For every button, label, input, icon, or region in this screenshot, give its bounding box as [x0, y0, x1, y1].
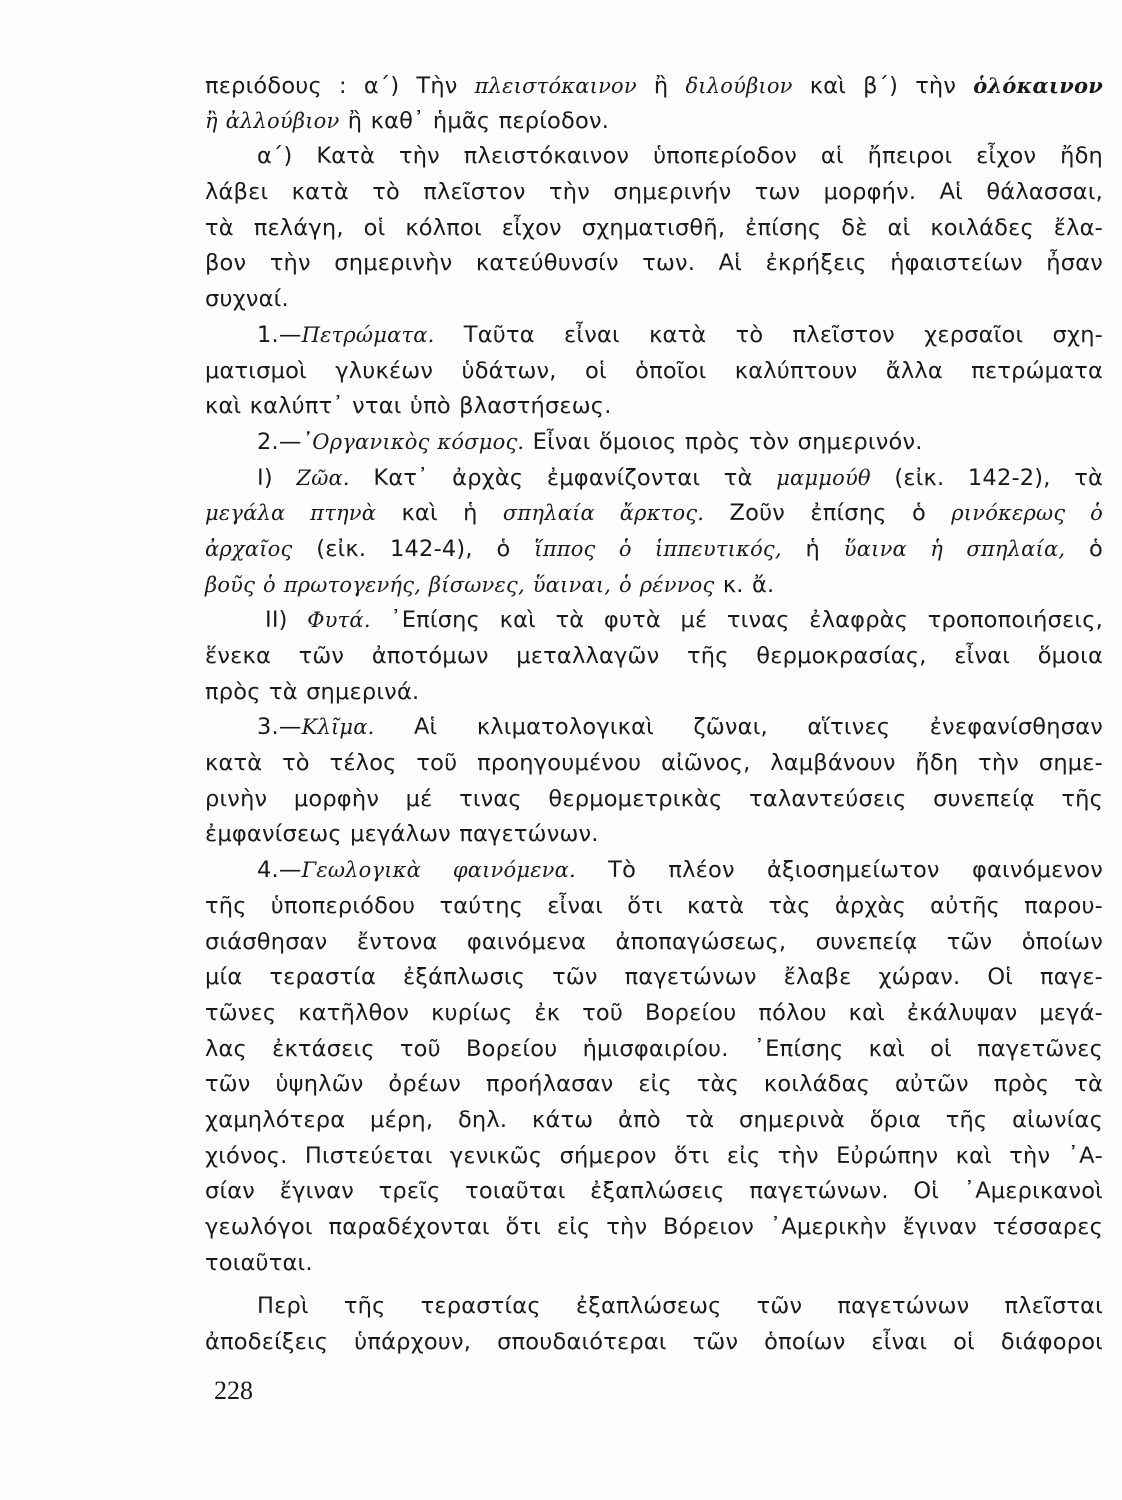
- text-line: [205, 139, 1103, 175]
- text-segment: χιόνος. Πιστεύεται γενικῶς σήμερον ὅτι εἰς τὴν Εὐρώπην καὶ τὴν ᾿Α-: [205, 1142, 1103, 1169]
- text-line: [205, 1325, 1103, 1361]
- text-segment: ρινὴν μορφὴν μέ τινας θερμομετρικὰς ταλαντεύσεις συνεπείᾳ τῆς: [205, 785, 1103, 812]
- text-line: [205, 175, 1103, 211]
- text-line: [205, 68, 1103, 104]
- italic-term: Ζῶα.: [296, 465, 350, 490]
- text-line: [205, 853, 1103, 889]
- text-segment: σιάσθησαν ἔντονα φαινόμενα ἀποπαγώσεως, συνεπείᾳ τῶν ὁποίων: [205, 928, 1103, 955]
- text-line: [205, 211, 1103, 247]
- text-segment: ἀποδείξεις ὑπάρχουν, σπουδαιότεραι τῶν ὁποίων εἶναι οἱ διάφοροι: [205, 1329, 1103, 1356]
- text-segment: τῆς ὑποπεριόδου ταύτης εἶναι ὅτι κατὰ τὰς ἀρχὰς αὐτῆς παρου-: [205, 892, 1103, 919]
- text-segment: Εἶναι ὅμοιος πρὸς τὸν σημερινόν.: [524, 428, 923, 455]
- text-segment: τὰ πελάγη, οἱ κόλποι εἶχον σχηματισθῆ, ἐπίσης δὲ αἱ κοιλάδες ἔλα-: [205, 214, 1103, 241]
- text-segment: ἐμφανίσεως μεγάλων παγετώνων.: [205, 821, 599, 848]
- italic-term: ἵππος ὁ ἱππευτικός,: [534, 536, 782, 561]
- text-segment: Περὶ τῆς τεραστίας ἐξαπλώσεως τῶν παγετώνων πλεῖσται: [257, 1293, 1103, 1320]
- text-line: [205, 425, 1103, 461]
- text-segment: ὁ: [1065, 535, 1103, 562]
- text-line: [205, 746, 1103, 782]
- text-segment: (εἰκ. 142-2), τὰ: [870, 464, 1104, 491]
- text-line: [205, 1174, 1103, 1210]
- italic-term: ὕαινα ἡ σπηλαία,: [843, 536, 1066, 561]
- text-segment: λάβει κατὰ τὸ πλεῖστον τὴν σημερινήν των μορφήν. Αἱ θάλασσαι,: [205, 179, 1103, 206]
- italic-term: ρινόκερως ὁ: [951, 501, 1104, 526]
- text-segment: ᾿Επίσης καὶ τὰ φυτὰ μέ τινας ἐλαφρὰς τροποποιήσεις,: [370, 607, 1103, 634]
- italic-term: Κλῖμα.: [301, 715, 375, 740]
- text-segment: Τὸ πλέον ἀξιοσημείωτον φαινόμενον: [575, 857, 1103, 884]
- text-line: [205, 817, 1103, 853]
- text-segment: 4.—: [257, 857, 302, 884]
- text-line: [205, 603, 1103, 639]
- text-line: [205, 246, 1103, 282]
- italic-term: διλούβιον: [685, 74, 793, 98]
- text-segment: ματισμοὶ γλυκέων ὑδάτων, οἱ ὁποῖοι καλύπτουν ἄλλα πετρώματα: [205, 357, 1103, 384]
- text-segment: βον τὴν σημερινὴν κατεύθυνσίν των. Αἱ ἐκρήξεις ἡφαιστείων ἦσαν: [205, 250, 1103, 277]
- text-line: [205, 318, 1103, 354]
- text-segment: πρὸς τὰ σημερινά.: [205, 678, 420, 705]
- text-line: [205, 710, 1103, 746]
- text-line: [205, 568, 1103, 604]
- text-line: [205, 532, 1103, 568]
- text-line: [205, 496, 1103, 532]
- text-segment: (εἰκ. 142-4), ὁ: [292, 535, 535, 562]
- text-line: [205, 996, 1103, 1032]
- text-segment: γεωλόγοι παραδέχονται ὅτι εἰς τὴν Βόρειον ᾿Αμερικὴν ἔγιναν τέσσαρες: [205, 1214, 1103, 1240]
- text-segment: 3.—: [257, 714, 302, 741]
- text-segment: α΄) Κατὰ τὴν πλειστόκαινον ὑποπερίοδον αἱ ἤπειροι εἶχον ἤδη: [257, 143, 1103, 170]
- text-line: [205, 1246, 1103, 1282]
- text-segment: ΙΙ): [265, 607, 308, 634]
- text-segment: τοιαῦται.: [205, 1249, 313, 1276]
- italic-term: ᾿Οργανικὸς κόσμος.: [301, 429, 525, 454]
- text-line: [205, 960, 1103, 996]
- text-segment: κ. ἄ.: [714, 571, 775, 598]
- text-line: [205, 282, 1103, 318]
- text-line: [205, 1103, 1103, 1139]
- text-line: [205, 1067, 1103, 1103]
- text-segment: καὶ β΄) τὴν: [792, 73, 974, 99]
- text-segment: 2.—: [257, 428, 302, 455]
- italic-term: Φυτά.: [307, 608, 371, 633]
- italic-term: Γεωλογικὰ φαινόμενα.: [301, 858, 576, 883]
- text-segment: τῶνες κατῆλθον κυρίως ἐκ τοῦ Βορείου πόλου καὶ ἐκάλυψαν μεγά-: [205, 999, 1103, 1026]
- text-segment: περιόδους : α΄) Τὴν: [205, 73, 475, 99]
- text-segment: Κατ᾿ ἀρχὰς ἐμφανίζονται τὰ: [349, 464, 777, 491]
- italic-term: ἢ ἀλλούβιον: [205, 108, 340, 133]
- text-line: [205, 1032, 1103, 1068]
- text-line: [205, 782, 1103, 818]
- text-segment: Ζοῦν ἐπίσης ὁ: [704, 500, 952, 527]
- paragraph-gap: [205, 1281, 1103, 1289]
- italic-term: ἀρχαῖος: [205, 536, 293, 561]
- text-line: [205, 389, 1103, 425]
- text-line: [205, 925, 1103, 961]
- text-segment: συχναί.: [205, 286, 289, 313]
- text-segment: ἕνεκα τῶν ἀποτόμων μεταλλαγῶν τῆς θερμοκρασίας, εἶναι ὅμοια: [205, 643, 1103, 669]
- text-line: [205, 1139, 1103, 1175]
- italic-term: σπηλαία ἄρκτος.: [502, 501, 705, 526]
- text-segment: σίαν ἔγιναν τρεῖς τοιαῦται ἐξαπλώσεις παγετώνων. Οἱ ᾿Αμερικανοὶ: [205, 1178, 1103, 1205]
- text-line: [205, 675, 1103, 711]
- text-segment: Αἱ κλιματολογικαὶ ζῶναι, αἵτινες ἐνεφανίσθησαν: [374, 714, 1103, 741]
- text-segment: χαμηλότερα μέρη, δηλ. κάτω ἀπὸ τὰ σημερινὰ ὅρια τῆς αἰωνίας: [205, 1106, 1103, 1133]
- text-segment: 1.—: [257, 321, 302, 348]
- text-segment: καὶ ἡ: [376, 500, 503, 527]
- italic-term: βοῦς ὁ πρωτογενής, βίσωνες, ὕαιναι, ὁ ρέννος: [205, 572, 715, 597]
- text-line: [205, 461, 1103, 497]
- italic-term: πλειστόκαινον: [474, 74, 637, 98]
- text-segment: ἢ: [636, 73, 686, 99]
- text-line: [205, 1289, 1103, 1325]
- italic-term: μαμμούθ: [776, 465, 871, 490]
- text-line: [205, 354, 1103, 390]
- text-line: [205, 639, 1103, 675]
- italic-term: μεγάλα πτηνὰ: [205, 501, 377, 526]
- text-line: [205, 889, 1103, 925]
- text-segment: ἡ: [781, 535, 844, 562]
- text-segment: λας ἐκτάσεις τοῦ Βορείου ἡμισφαιρίου. ᾿Επίσης καὶ οἱ παγετῶνες: [205, 1035, 1103, 1062]
- text-segment: καὶ καλύπτ᾿ νται ὑπὸ βλαστήσεως.: [205, 393, 612, 420]
- text-segment: μία τεραστία ἐξάπλωσις τῶν παγετώνων ἔλαβε χώραν. Οἱ παγε-: [205, 964, 1103, 991]
- text-segment: κατὰ τὸ τέλος τοῦ προηγουμένου αἰῶνος, λαμβάνουν ἤδη τὴν σημε-: [205, 750, 1103, 777]
- italic-term: ὁλόκαινον: [973, 73, 1103, 98]
- text-segment: τῶν ὑψηλῶν ὀρέων προήλασαν εἰς τὰς κοιλάδας αὐτῶν πρὸς τὰ: [205, 1071, 1103, 1098]
- text-segment: ἢ καθ᾿ ἡμᾶς περίοδον.: [339, 107, 610, 134]
- text-line: [205, 104, 1103, 140]
- italic-term: Πετρώματα.: [301, 322, 435, 347]
- text-segment: Ταῦτα εἶναι κατὰ τὸ πλεῖστον χερσαῖοι σχη-: [434, 321, 1103, 348]
- text-column: [205, 68, 1103, 1361]
- page-number: 228: [214, 1376, 253, 1405]
- text-segment: Ι): [257, 464, 297, 491]
- text-line: [205, 1210, 1103, 1246]
